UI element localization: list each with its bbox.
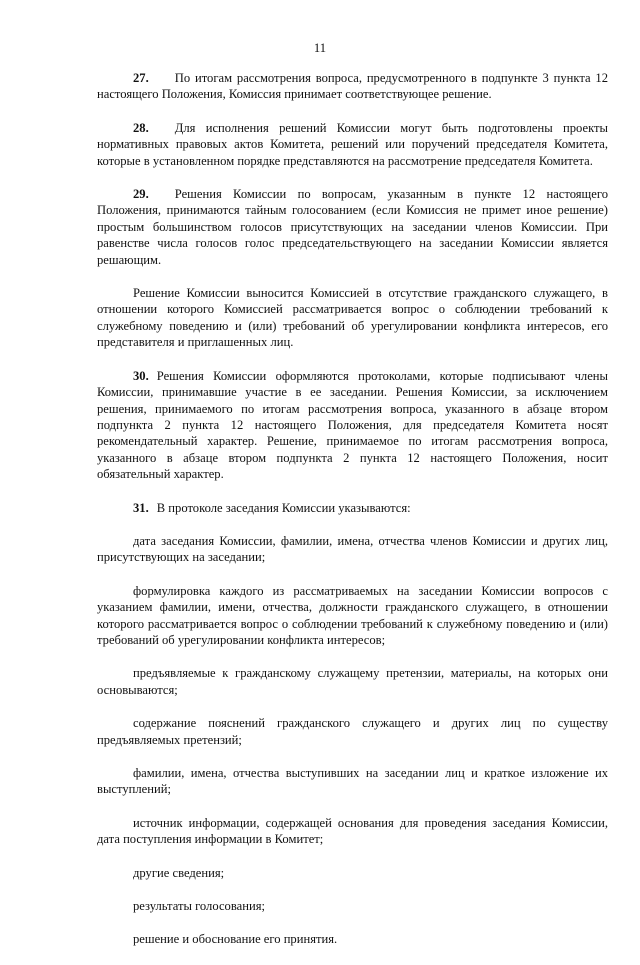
list-item-explanations: [97, 715, 608, 748]
paragraph-text: результаты голосования;: [133, 899, 265, 914]
paragraph-text: другие сведения;: [133, 865, 225, 880]
document-body: [97, 70, 608, 965]
paragraph-number: 28.: [133, 120, 149, 135]
paragraph-text: Решения Комиссии оформляются протоколами, которые подписывают члены Комиссии, принимавшие участие в ее заседании. Решения Комиссии, за исключением решения, принимаемого по итогам рассмотрения вопроса, указанного в абзаце втором подпункта 2 пункта 12 настоящего Положения, для председателя Комитета носят рекомендательный характер. Решение, принимаемое по итогам рассмотрения вопроса, указанного в абзаце втором подпункта 2 пункта 12 настоящего Положения, носит обязательный характер.: [97, 368, 608, 482]
paragraph-text: содержание пояснений гражданского служащего и других лиц по существу предъявляемых претензий;: [97, 716, 608, 747]
paragraph-text: дата заседания Комиссии, фамилии, имена, отчества членов Комиссии и других лиц, присутствующих на заседании;: [97, 533, 608, 565]
paragraph-text: В протоколе заседания Комиссии указываются:: [156, 500, 411, 515]
paragraph-30: [97, 368, 608, 483]
paragraph-29-part-2: [97, 285, 608, 351]
list-item-wording: [97, 583, 608, 649]
paragraph-28: [97, 120, 608, 169]
paragraph-27: [97, 70, 608, 103]
paragraph-text: решение и обоснование его принятия.: [133, 932, 338, 947]
paragraph-text: Решения Комиссии по вопросам, указанным в пункте 12 настоящего Положения, принимаются тайным голосованием (если Комиссия не примет иное решение) простым большинством голосов присутствующих на заседании членов Комиссии. При равенстве числа голосов голос председательствующего на заседании Комиссии является решающим.: [97, 187, 608, 267]
paragraph-number: 30.: [133, 368, 149, 383]
list-item-other: [97, 865, 608, 881]
paragraph-number: 29.: [133, 187, 149, 202]
list-item-results: [97, 898, 608, 914]
page-number: 11: [313, 41, 327, 55]
list-item-decision: [97, 931, 608, 947]
paragraph-text: предъявляемые к гражданскому служащему претензии, материалы, на которых они основываются;: [97, 666, 608, 697]
list-item-date: [97, 533, 608, 566]
list-item-source: [97, 815, 608, 848]
paragraph-31: [97, 500, 608, 516]
paragraph-text: Для исполнения решений Комиссии могут быть подготовлены проекты нормативных правовых актов Комитета, решений или поручений председателя Комитета, которые в установленном порядке представляются на рассмотрение председателя Комитета.: [97, 120, 608, 168]
list-item-claims: [97, 665, 608, 698]
paragraph-number: 31.: [133, 500, 149, 515]
paragraph-text: По итогам рассмотрения вопроса, предусмотренного в подпункте 3 пункта 12 настоящего Положения, Комиссия принимает соответствующее решение.: [97, 71, 608, 102]
paragraph-29: [97, 186, 608, 268]
list-item-speakers: [97, 765, 608, 798]
paragraph-text: фамилии, имена, отчества выступивших на заседании лиц и краткое изложение их выступлений;: [97, 766, 608, 797]
paragraph-text: Решение Комиссии выносится Комиссией в отсутствие гражданского служащего, в отношении которого Комиссией рассматривается вопрос о соблюдении требований к служебному поведению и (или) требований об урегулировании конфликта интересов, его представителя и приглашенных лиц.: [97, 286, 608, 350]
paragraph-text: источник информации, содержащей основания для проведения заседания Комиссии, дата поступления информации в Комитет;: [97, 815, 608, 847]
paragraph-text: формулировка каждого из рассматриваемых на заседании Комиссии вопросов с указанием фамилии, имени, отчества, должности гражданского служащего, в отношении которого рассматривается вопрос о соблюдении требований к служебному поведению и (или) требований об урегулировании конфликта интересов;: [97, 583, 608, 647]
paragraph-number: 27.: [133, 71, 149, 85]
